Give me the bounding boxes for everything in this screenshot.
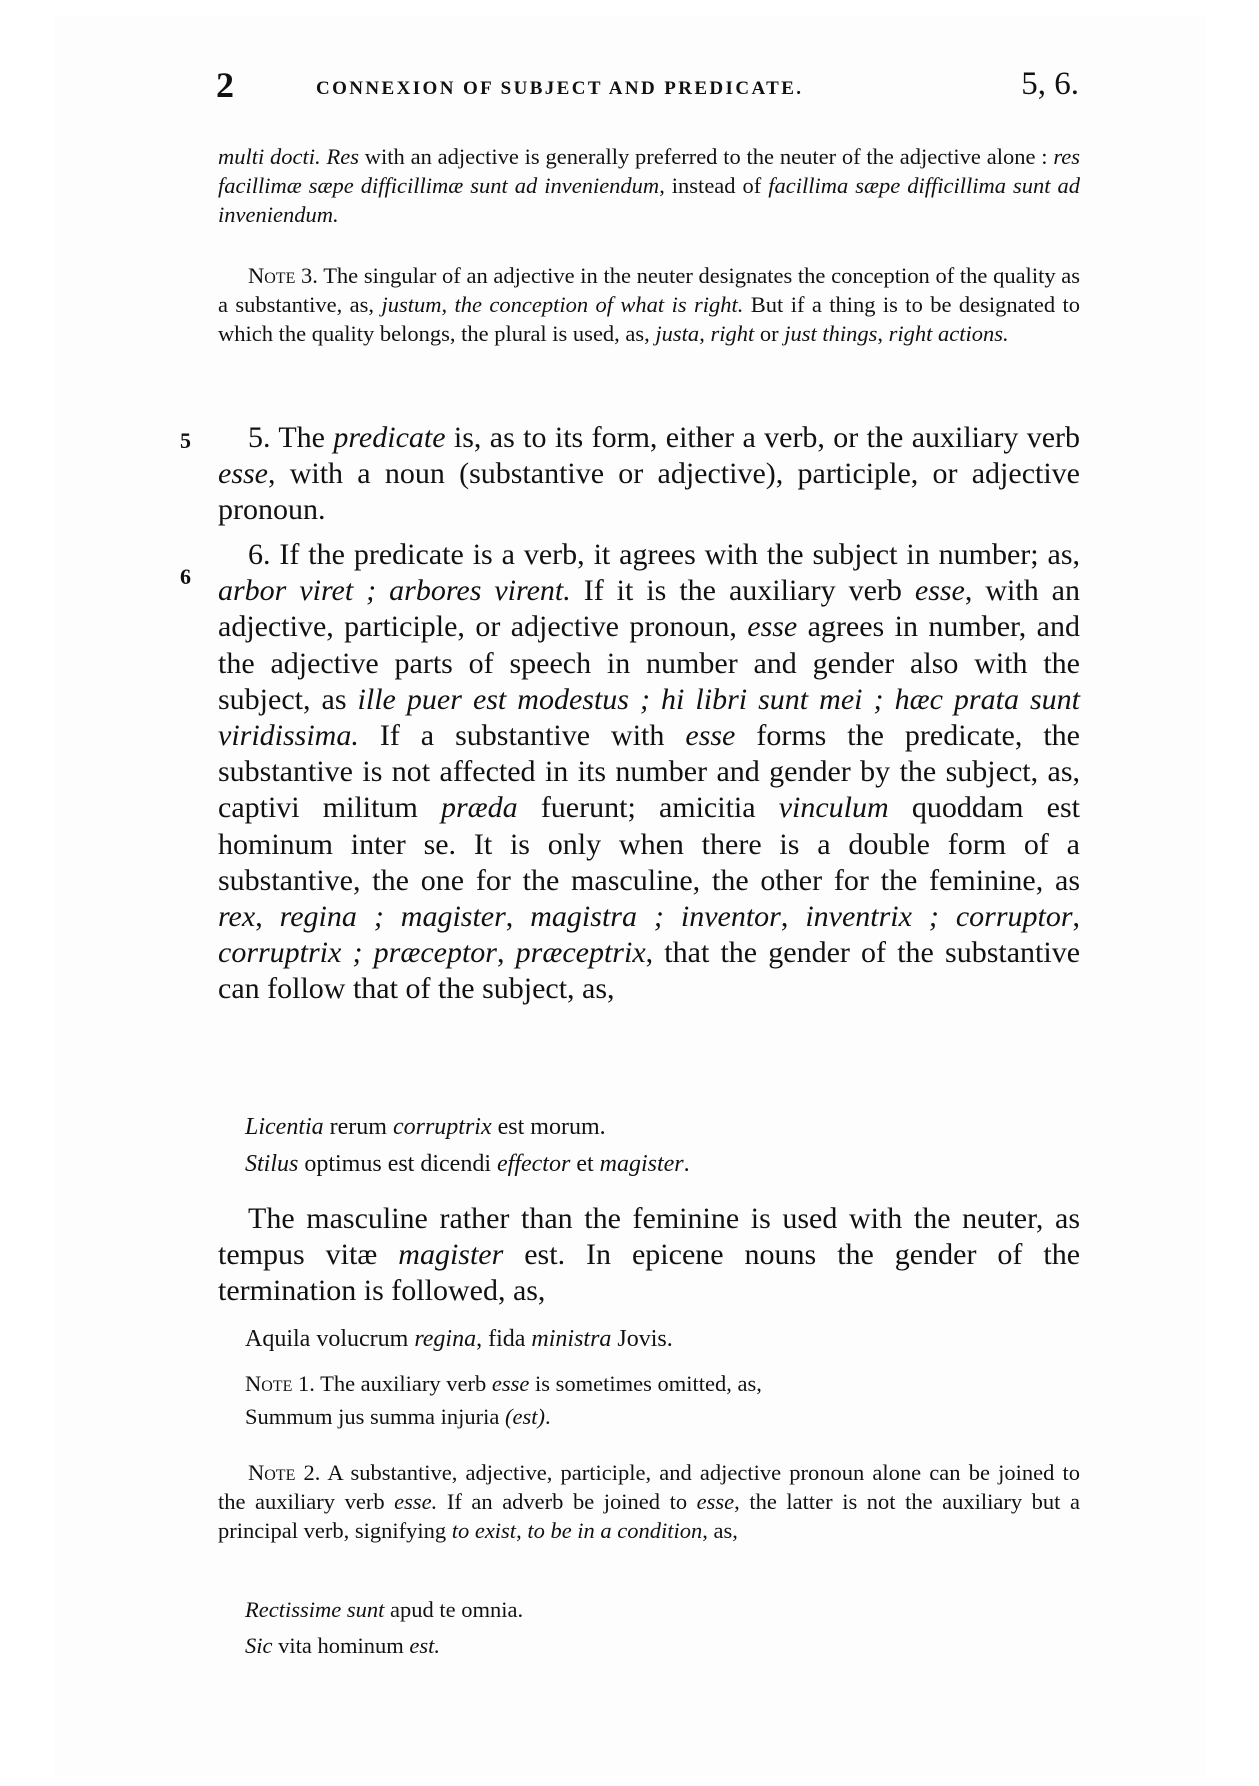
italic-text: justum [381, 292, 442, 317]
roman-text: or [754, 321, 785, 346]
roman-text: , instead of [659, 173, 769, 198]
roman-text: Aquila volucrum [245, 1326, 415, 1352]
continuation-text [218, 142, 1080, 229]
paragraph-note-3 [218, 261, 1080, 348]
italic-text: facillima sæpe difficillima sunt ad inveniendum. [218, 173, 1080, 227]
paragraph-note-1 [245, 1367, 1080, 1433]
roman-text: 1. The auxiliary verb [292, 1371, 492, 1396]
italic-text: Res [326, 144, 359, 169]
page-number: 2 [216, 65, 234, 105]
running-header [216, 64, 1079, 108]
roman-text: , with a noun (substantive or adjective), participle, or adjective pronoun. [218, 457, 1080, 527]
paragraph-continuation [218, 142, 1080, 229]
italic-text: to be in a condition [527, 1518, 703, 1543]
note-2-text [218, 1458, 1080, 1545]
italic-text: esse [491, 1371, 530, 1396]
italic-text: justa [655, 321, 700, 346]
roman-text: , [780, 900, 806, 934]
roman-text: et [570, 1151, 600, 1177]
roman-text: If an adverb be joined to [437, 1489, 697, 1514]
masculine-text [218, 1201, 1080, 1310]
italic-text: right actions. [888, 321, 1009, 346]
small-caps-label: Note [248, 263, 296, 288]
roman-text: The masculine rather than the feminine is used with the neuter, as tempus vitæ [218, 1202, 1080, 1272]
roman-text: forms the predicate, the substantive is not affected in its number and gender by the subject, as, captivi militum [218, 719, 1080, 825]
example-line [245, 1321, 1107, 1358]
roman-text: , [505, 900, 531, 934]
italic-text: esse [747, 610, 798, 644]
roman-text: . [545, 1404, 551, 1429]
example-line [245, 1592, 1107, 1628]
roman-text: 6. If the predicate is a verb, it agrees with the subject in number; as, [248, 538, 1080, 571]
section-6 [218, 537, 1080, 1008]
margin-section-number-5: 5 [180, 428, 191, 453]
italic-text: Rectissime sunt [245, 1597, 385, 1622]
italic-text: arbor viret ; arbores virent. [218, 574, 571, 608]
roman-text: If a substantive with [358, 719, 686, 753]
italic-text: rex [218, 900, 256, 934]
note-1-text [245, 1367, 1080, 1400]
italic-text: just things [784, 321, 878, 346]
example-line [245, 1628, 1107, 1664]
italic-text: Licentia [245, 1114, 324, 1140]
roman-text: est morum. [491, 1114, 606, 1140]
roman-text: Jovis. [611, 1326, 673, 1352]
italic-text: inventrix ; corruptor [805, 900, 1073, 934]
paragraph-note-2 [218, 1458, 1080, 1545]
italic-text: the conception of what is right. [454, 292, 744, 317]
roman-text: , [255, 900, 280, 934]
roman-text: vita hominum [272, 1633, 410, 1658]
roman-text: is sometimes omitted, as, [529, 1371, 762, 1396]
example-line [245, 1109, 1107, 1146]
italic-text: effector [497, 1151, 571, 1177]
roman-text: est. In epicene nouns the gender of the termination is followed, as, [218, 1238, 1081, 1308]
roman-text: , fida [476, 1326, 532, 1352]
examples-group-3 [245, 1592, 1107, 1664]
italic-text: regina [414, 1326, 477, 1352]
examples-group-1 [245, 1109, 1107, 1183]
roman-text: , [441, 292, 455, 317]
roman-text: But if a thing is to be designated to which the quality belongs, the plural is used, as, [218, 292, 1080, 346]
italic-text: Sic [245, 1633, 273, 1658]
roman-text: , [1072, 900, 1081, 934]
roman-text: rerum [323, 1114, 393, 1140]
italic-text: vinculum [778, 791, 889, 825]
examples-group-2 [245, 1321, 1107, 1358]
italic-text: esse [218, 457, 268, 491]
italic-text: esse. [394, 1489, 438, 1514]
italic-text: esse [685, 719, 736, 753]
italic-text: magistra ; inventor [530, 900, 781, 934]
roman-text: , with an adjective, participle, or adjective pronoun, [218, 574, 1080, 644]
small-caps-label: Note [248, 1460, 296, 1485]
italic-text: magister [599, 1151, 684, 1177]
italic-text: corruptrix [392, 1114, 492, 1140]
roman-text: is, as to its form, either a verb, or the auxiliary verb [445, 421, 1080, 454]
roman-text: . [683, 1151, 690, 1177]
roman-text: , [699, 321, 711, 346]
roman-text: 3. The singular of an adjective in the neuter designates the conception of the quality as a substantive, as, [218, 263, 1080, 317]
running-title: CONNEXION OF SUBJECT AND PREDICATE. [316, 78, 804, 99]
roman-text: with an adjective is generally preferred to the neuter of the adjective alone : [359, 144, 1054, 169]
italic-text: multi docti. [218, 144, 321, 169]
note-3-text [218, 261, 1080, 348]
italic-text: to exist [451, 1518, 517, 1543]
paragraph-masculine [218, 1201, 1080, 1310]
italic-text: esse [696, 1489, 735, 1514]
italic-text: magister [398, 1238, 504, 1272]
italic-text: res facillimæ sæpe difficillimæ sunt ad inveniendum [218, 144, 1080, 198]
italic-text: præceptrix [515, 936, 646, 970]
roman-text: 5. The [248, 421, 334, 454]
roman-text: If it is the auxiliary verb [570, 574, 915, 608]
margin-section-number-6: 6 [180, 564, 191, 589]
roman-text: 2. A substantive, adjective, participle, and adjective pronoun alone can be joined to the auxiliary verb [218, 1460, 1080, 1514]
small-caps-label: Note [245, 1371, 293, 1396]
italic-text: corruptrix ; præceptor [218, 936, 497, 970]
italic-text: regina ; magister [279, 900, 506, 934]
italic-text: ministra [531, 1326, 612, 1352]
italic-text: predicate [333, 421, 446, 454]
roman-text: , the latter is not the auxiliary but a principal verb, signifying [218, 1489, 1080, 1543]
roman-text: quoddam est hominum inter se. It is only when there is a double form of a substantive, the one for the masculine, the other for the feminine, as [218, 791, 1080, 897]
roman-text: fuerunt; amicitia [517, 791, 779, 825]
section-6-text [218, 537, 1080, 1008]
roman-text: apud te omnia. [384, 1597, 524, 1622]
section-numbers: 5, 6. [1021, 66, 1079, 102]
italic-text: right [710, 321, 755, 346]
italic-text: esse [914, 574, 965, 608]
roman-text: optimus est dicendi [298, 1151, 497, 1177]
roman-text: Summum jus summa injuria [245, 1404, 506, 1429]
italic-text: est. [409, 1633, 440, 1658]
italic-text: ille puer est modestus ; hi libri sunt mei ; hæc prata sunt viridissima. [218, 682, 1080, 753]
note-1-example [245, 1400, 1080, 1433]
roman-text: agrees in number, and the adjective parts of speech in number and gender also with the subject, as [218, 610, 1080, 716]
italic-text: præda [440, 791, 518, 825]
section-5 [218, 420, 1080, 529]
roman-text: , that the gender of the substantive can follow that of the subject, as, [218, 936, 1081, 1006]
example-line [245, 1146, 1107, 1183]
italic-text: Stilus [245, 1151, 299, 1177]
italic-text: (est) [505, 1404, 545, 1429]
roman-text: , as, [702, 1518, 738, 1543]
section-5-text [218, 420, 1080, 529]
roman-text: , [496, 936, 516, 970]
roman-text: , [516, 1518, 528, 1543]
roman-text: , [877, 321, 889, 346]
